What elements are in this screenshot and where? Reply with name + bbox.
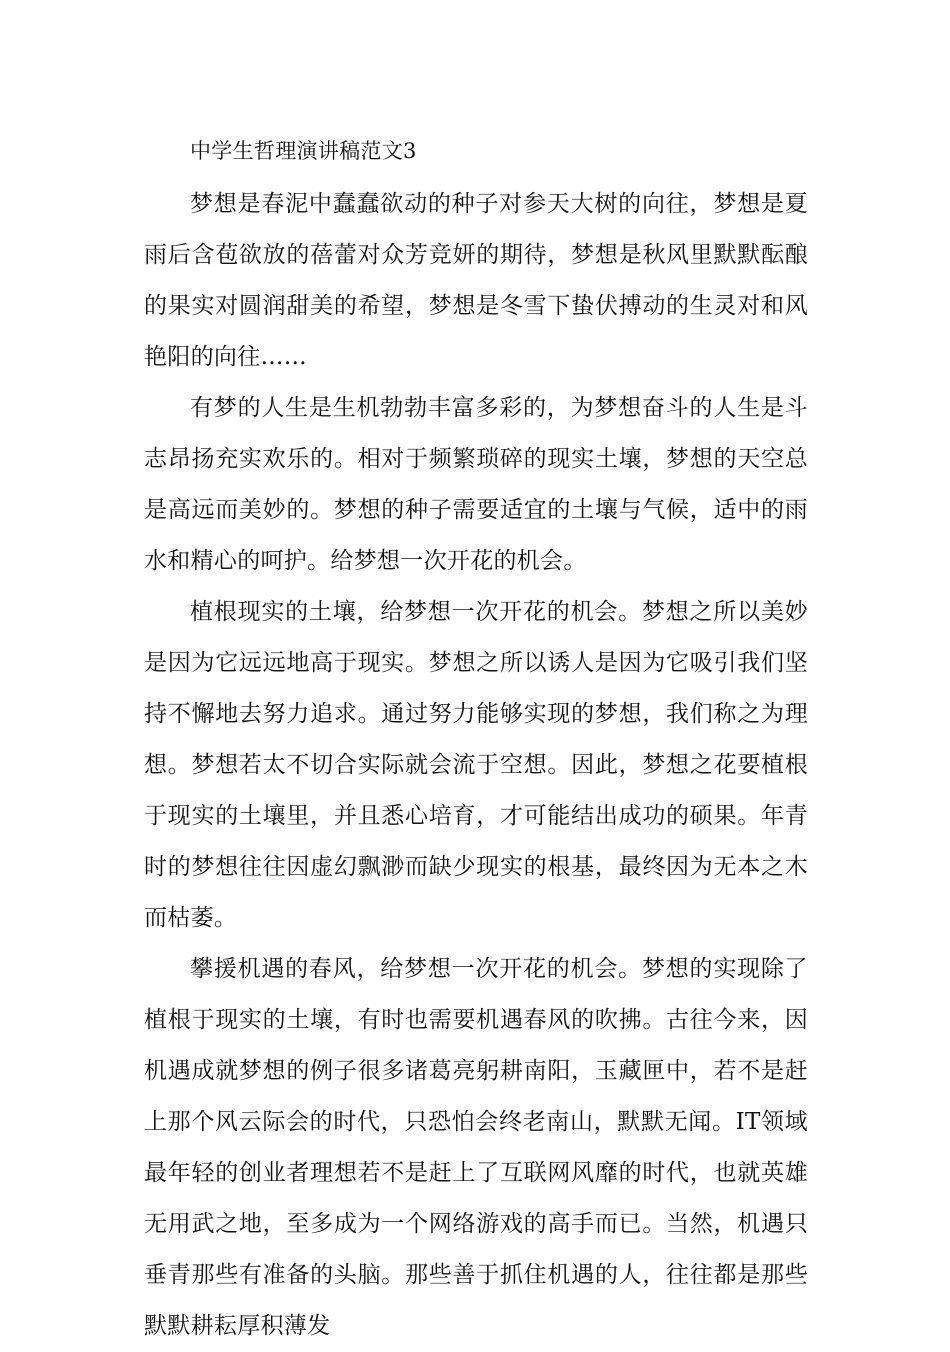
- paragraph-4: 攀援机遇的春风，给梦想一次开花的机会。梦想的实现除了植根于现实的土壤，有时也需要机遇春风的吹拂。古往今来，因机遇成就梦想的例子很多诸葛亮躬耕南阳，玉藏匣中，若不是赶上那个风云际会的时代，只恐怕会终老南山，默默无闻。IT领域最年轻的创业者理想若不是赶上了互联网风靡的时代，也就英雄无用武之地，至多成为一个网络游戏的高手而已。当然，机遇只垂青那些有准备的头脑。那些善于抓住机遇的人，往往都是那些默默耕耘厚积薄发: [144, 956, 808, 1339]
- paragraph-3: 植根现实的土壤，给梦想一次开花的机会。梦想之所以美妙是因为它远远地高于现实。梦想之所以诱人是因为它吸引我们坚持不懈地去努力追求。通过努力能够实现的梦想，我们称之为理想。梦想若太不切合实际就会流于空想。因此，梦想之花要植根于现实的土壤里，并且悉心培育，才可能结出成功的硕果。年青时的梦想往往因虚幻飘渺而缺少现实的根基，最终因为无本之木而枯萎。: [144, 599, 808, 931]
- document-title: 中学生哲理演讲稿范文3: [190, 139, 417, 163]
- document-body: [144, 123, 808, 1352]
- paragraph-1: 梦想是春泥中蠢蠢欲动的种子对参天大树的向往，梦想是夏雨后含苞欲放的蓓蕾对众芳竞妍的期待，梦想是秋风里默默酝酿的果实对圆润甜美的希望，梦想是冬雪下蛰伏搏动的生灵对和风艳阳的向往……: [144, 191, 808, 370]
- paragraph-2: 有梦的人生是生机勃勃丰富多彩的，为梦想奋斗的人生是斗志昂扬充实欢乐的。相对于频繁琐碎的现实土壤，梦想的天空总是高远而美妙的。梦想的种子需要适宜的土壤与气候，适中的雨水和精心的呵护。给梦想一次开花的机会。: [144, 395, 808, 574]
